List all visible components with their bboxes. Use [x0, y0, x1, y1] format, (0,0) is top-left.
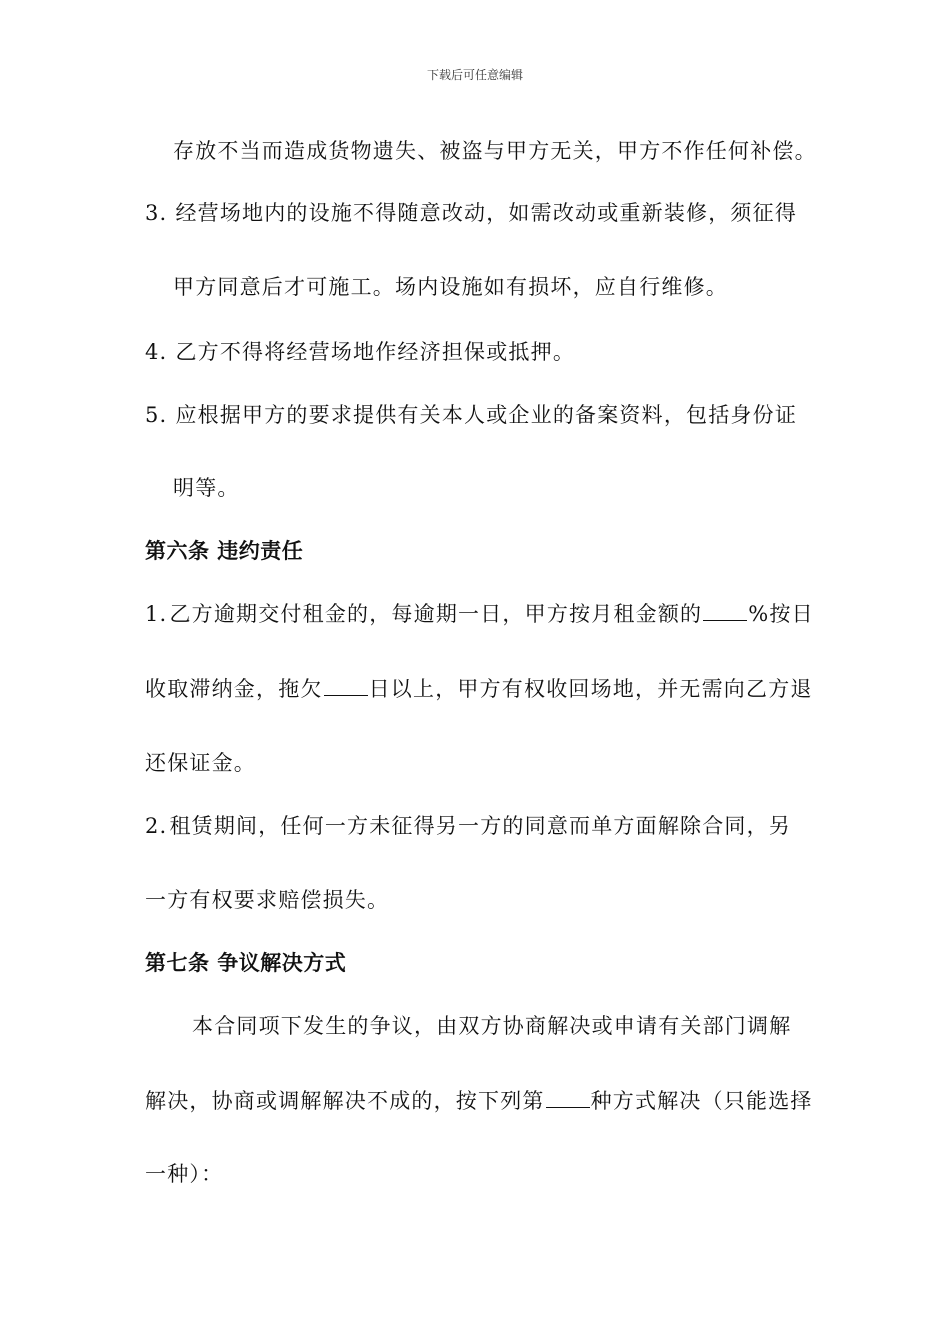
article-7-line-2-a: 解决，协商或调解解决不成的，按下列第 [145, 1089, 545, 1113]
clause-3-line-2: 甲方同意后才可施工。场内设施如有损坏，应自行维修。 [173, 275, 728, 299]
article-6-item-1-text-b: %按日 [748, 602, 814, 626]
article-6-heading: 第六条 违约责任 [145, 539, 304, 563]
percentage-blank [703, 600, 747, 621]
article-6-item-2-line-1 [145, 812, 791, 840]
clause-5-line-2: 明等。 [173, 476, 240, 500]
method-blank [546, 1087, 590, 1108]
article-6-item-2-number: 2. [145, 814, 168, 838]
clause-5-number: 5. [145, 403, 168, 427]
article-6-item-1-line-2 [145, 675, 813, 703]
page-header: 下载后可任意编辑 [426, 68, 523, 82]
article-6-item-2-text: 租赁期间，任何一方未征得另一方的同意而单方面解除合同，另 [169, 814, 792, 838]
article-6-item-1-line-2-a: 收取滞纳金，拖欠 [145, 677, 323, 701]
clause-3-text: 经营场地内的设施不得随意改动，如需改动或重新装修，须征得 [175, 201, 798, 225]
article-6-item-2-line-2: 一方有权要求赔偿损失。 [145, 888, 390, 912]
clause-3-number: 3. [145, 201, 168, 225]
article-7-line-3: 一种）： [145, 1162, 224, 1186]
clause-4-line-1 [145, 338, 575, 366]
days-blank [324, 675, 368, 696]
article-7-line-2 [145, 1087, 813, 1115]
article-7-line-1: 本合同项下发生的争议，由双方协商解决或申请有关部门调解 [192, 1014, 792, 1038]
article-6-item-1-line-2-b: 日以上，甲方有权收回场地，并无需向乙方退 [368, 677, 813, 701]
article-6-item-1-number: 1. [145, 602, 168, 626]
continued-paragraph-line: 存放不当而造成货物遗失、被盗与甲方无关，甲方不作任何补偿。 [173, 139, 817, 163]
article-7-line-2-b: 种方式解决（只能选择 [590, 1089, 813, 1113]
clause-4-text: 乙方不得将经营场地作经济担保或抵押。 [175, 340, 576, 364]
clause-3-line-1 [145, 199, 797, 227]
article-6-item-1-text-a: 乙方逾期交付租金的，每逾期一日，甲方按月租金额的 [169, 602, 703, 626]
article-6-item-1-line-3: 还保证金。 [145, 751, 256, 775]
clause-5-text: 应根据甲方的要求提供有关本人或企业的备案资料，包括身份证 [175, 403, 798, 427]
article-7-heading: 第七条 争议解决方式 [145, 951, 347, 975]
clause-4-number: 4. [145, 340, 168, 364]
article-6-item-1-line-1 [145, 600, 814, 628]
clause-5-line-1 [145, 401, 797, 429]
